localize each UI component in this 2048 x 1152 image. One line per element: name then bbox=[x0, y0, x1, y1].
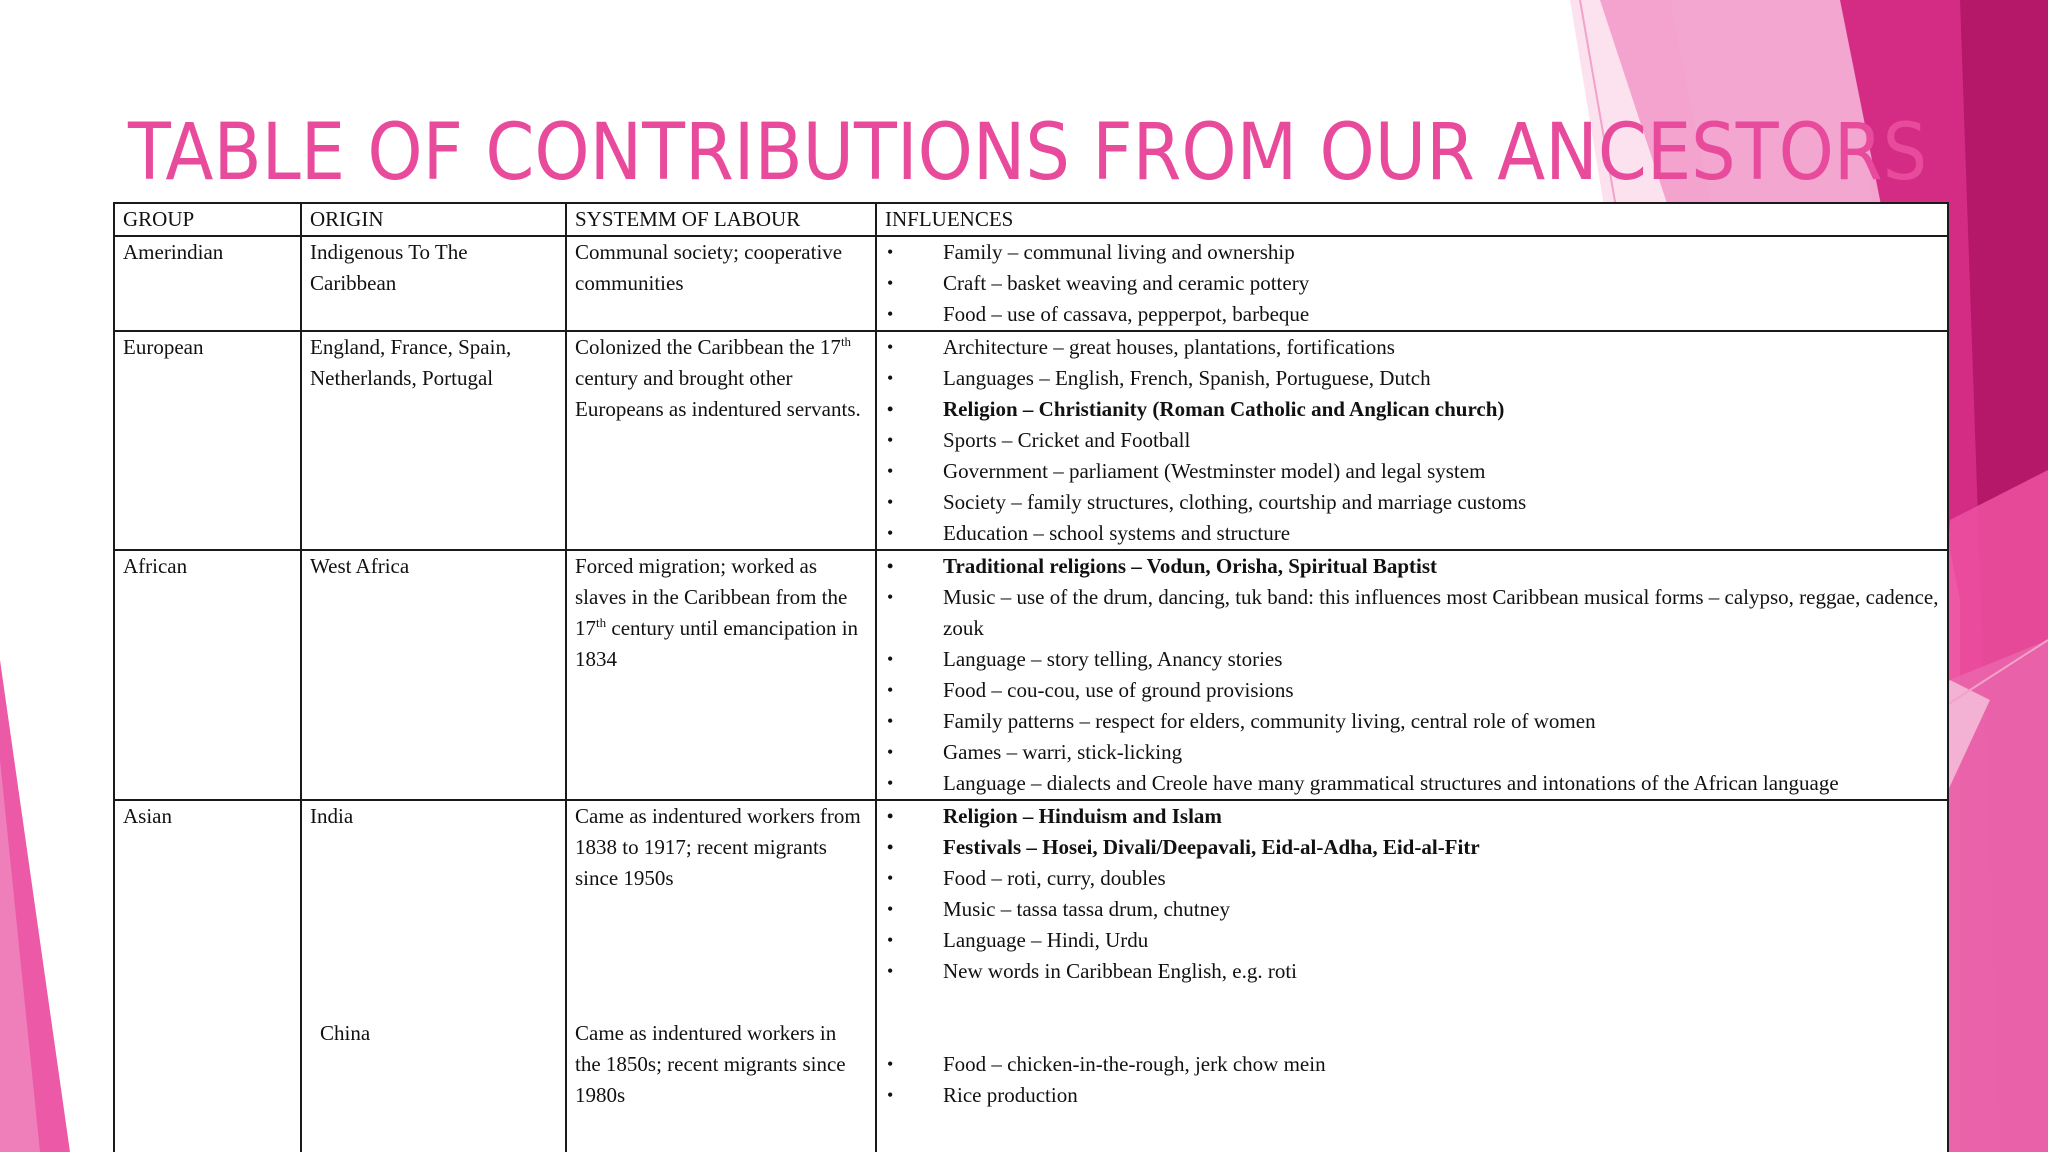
list-item: • Games – warri, stick-licking bbox=[885, 737, 1939, 768]
list-item: • Food – cou-cou, use of ground provisions bbox=[885, 675, 1939, 706]
bullet-icon: • bbox=[887, 868, 894, 888]
bullet-icon: • bbox=[887, 1085, 894, 1105]
cell-origin bbox=[301, 800, 566, 1152]
origin-china: China bbox=[320, 1021, 371, 1045]
cell-influences bbox=[876, 800, 1948, 1152]
list-item: • Traditional religions – Vodun, Orisha, Spiritual Baptist bbox=[885, 551, 1939, 582]
bullet-icon: • bbox=[887, 273, 894, 293]
list-item: • Festivals – Hosei, Divali/Deepavali, Eid-al-Adha, Eid-al-Fitr bbox=[885, 832, 1939, 863]
cell-origin: West Africa bbox=[301, 550, 566, 800]
list-item: • Religion – Hinduism and Islam bbox=[885, 801, 1939, 832]
header-group: GROUP bbox=[114, 203, 301, 236]
list-item: • Rice production bbox=[885, 1080, 1939, 1111]
bullet-icon: • bbox=[887, 242, 894, 262]
list-item: • Education – school systems and structure bbox=[885, 518, 1939, 549]
list-item: • Music – tassa tassa drum, chutney bbox=[885, 894, 1939, 925]
cell-influences bbox=[876, 550, 1948, 800]
bullet-icon: • bbox=[887, 399, 894, 419]
list-item: • Language – dialects and Creole have many grammatical structures and intonations of the African language bbox=[885, 768, 1939, 799]
bullet-icon: • bbox=[887, 337, 894, 357]
cell-origin: England, France, Spain, Netherlands, Portugal bbox=[301, 331, 566, 550]
page-title: TABLE OF CONTRIBUTIONS FROM OUR ANCESTORS bbox=[128, 108, 1928, 198]
bullet-icon: • bbox=[887, 742, 894, 762]
list-item: • Family patterns – respect for elders, community living, central role of women bbox=[885, 706, 1939, 737]
list-item: • Languages – English, French, Spanish, Portuguese, Dutch bbox=[885, 363, 1939, 394]
bullet-icon: • bbox=[887, 304, 894, 324]
contributions-table bbox=[113, 202, 1949, 1152]
list-item: • Food – use of cassava, pepperpot, barbeque bbox=[885, 299, 1939, 330]
bullet-icon: • bbox=[887, 461, 894, 481]
header-system-of-labour: SYSTEMM OF LABOUR bbox=[566, 203, 876, 236]
table-row-african bbox=[114, 550, 1948, 800]
list-item: • Language – Hindi, Urdu bbox=[885, 925, 1939, 956]
cell-labour: Communal society; cooperative communities bbox=[566, 236, 876, 331]
bullet-icon: • bbox=[887, 492, 894, 512]
cell-group: Asian bbox=[114, 800, 301, 1152]
bullet-icon: • bbox=[887, 806, 894, 826]
table-row-asian bbox=[114, 800, 1948, 1152]
table-header-row bbox=[114, 203, 1948, 236]
cell-group: African bbox=[114, 550, 301, 800]
influences-list bbox=[885, 332, 1939, 549]
bullet-icon: • bbox=[887, 523, 894, 543]
labour-china: Came as indentured workers in the 1850s; recent migrants since 1980s bbox=[575, 1021, 846, 1107]
cell-group: European bbox=[114, 331, 301, 550]
list-item: • Religion – Christianity (Roman Catholic and Anglican church) bbox=[885, 394, 1939, 425]
bullet-icon: • bbox=[887, 711, 894, 731]
cell-group: Amerindian bbox=[114, 236, 301, 331]
list-item: • Family – communal living and ownership bbox=[885, 237, 1939, 268]
cell-labour: Colonized the Caribbean the 17th century and brought other Europeans as indentured servants. bbox=[566, 331, 876, 550]
list-item: • New words in Caribbean English, e.g. roti bbox=[885, 956, 1939, 987]
list-item: • Sports – Cricket and Football bbox=[885, 425, 1939, 456]
header-influences: INFLUENCES bbox=[876, 203, 1948, 236]
header-origin: ORIGIN bbox=[301, 203, 566, 236]
list-item: • Language – story telling, Anancy stories bbox=[885, 644, 1939, 675]
influences-list bbox=[885, 237, 1939, 330]
origin-india: India bbox=[310, 804, 354, 828]
cell-origin: Indigenous To The Caribbean bbox=[301, 236, 566, 331]
cell-influences bbox=[876, 236, 1948, 331]
influences-list-china bbox=[885, 1049, 1939, 1111]
bullet-icon: • bbox=[887, 1054, 894, 1074]
bullet-icon: • bbox=[887, 649, 894, 669]
table-row-european bbox=[114, 331, 1948, 550]
list-item: • Food – chicken-in-the-rough, jerk chow mein bbox=[885, 1049, 1939, 1080]
bullet-icon: • bbox=[887, 899, 894, 919]
labour-india: Came as indentured workers from 1838 to 1917; recent migrants since 1950s bbox=[575, 804, 861, 890]
bullet-icon: • bbox=[887, 368, 894, 388]
list-item: • Food – roti, curry, doubles bbox=[885, 863, 1939, 894]
cell-labour: Forced migration; worked as slaves in the Caribbean from the 17th century until emancipation in 1834 bbox=[566, 550, 876, 800]
list-item: • Society – family structures, clothing, courtship and marriage customs bbox=[885, 487, 1939, 518]
list-item: • Craft – basket weaving and ceramic pottery bbox=[885, 268, 1939, 299]
bullet-icon: • bbox=[887, 837, 894, 857]
bullet-icon: • bbox=[887, 587, 894, 607]
influences-list bbox=[885, 551, 1939, 799]
influences-list bbox=[885, 801, 1939, 987]
bullet-icon: • bbox=[887, 556, 894, 576]
list-item: • Music – use of the drum, dancing, tuk band: this influences most Caribbean musical forms – calypso, reggae, cadence, zouk bbox=[885, 582, 1939, 644]
list-item: • Government – parliament (Westminster model) and legal system bbox=[885, 456, 1939, 487]
bullet-icon: • bbox=[887, 930, 894, 950]
table-row-amerindian bbox=[114, 236, 1948, 331]
list-item: • Architecture – great houses, plantations, fortifications bbox=[885, 332, 1939, 363]
bullet-icon: • bbox=[887, 961, 894, 981]
bullet-icon: • bbox=[887, 430, 894, 450]
cell-influences bbox=[876, 331, 1948, 550]
bullet-icon: • bbox=[887, 680, 894, 700]
bullet-icon: • bbox=[887, 773, 894, 793]
cell-labour bbox=[566, 800, 876, 1152]
